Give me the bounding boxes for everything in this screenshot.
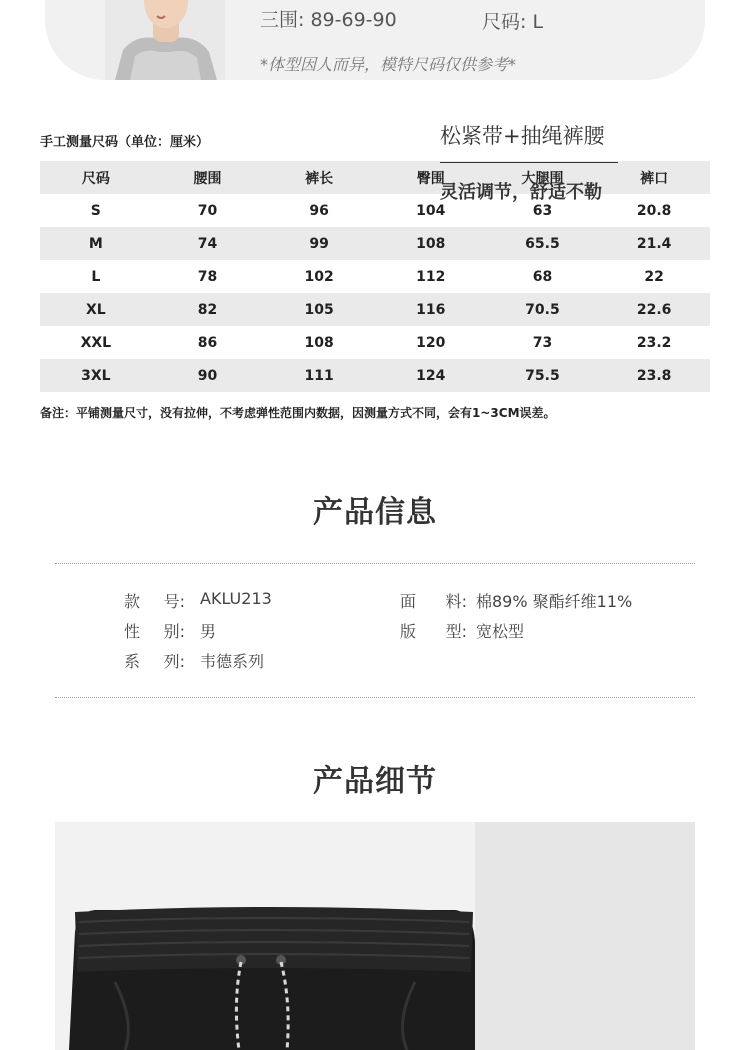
detail-feature: 松紧带+抽绳裤腰 xyxy=(440,124,605,148)
size-table-title: 手工测量尺码（单位：厘米） xyxy=(40,135,210,150)
table-cell: 23.8 xyxy=(598,359,710,392)
table-cell: 108 xyxy=(304,334,334,351)
table-cell: 112 xyxy=(416,268,446,285)
pants-waistband-illustration xyxy=(55,822,475,1050)
table-cell: 120 xyxy=(416,334,446,351)
model-note: *体型因人而异，模特尺码仅供参考* xyxy=(260,55,517,74)
table-cell: 75.5 xyxy=(487,359,599,392)
model-photo xyxy=(105,0,225,80)
size-table-note: 备注：平铺测量尺寸，没有拉伸，不考虑弹性范围内数据，因测量方式不同，会有1~3CM误差。 xyxy=(40,406,556,420)
info-key-series: 系 列: xyxy=(124,652,185,671)
header-cell: 臀围 xyxy=(375,161,487,194)
table-row xyxy=(40,227,710,260)
table-cell: S xyxy=(90,202,101,219)
table-cell: XL xyxy=(40,293,152,326)
info-value-series: 韦德系列 xyxy=(200,652,265,671)
table-cell: 86 xyxy=(197,334,218,351)
table-row xyxy=(40,194,710,227)
table-cell: 65.5 xyxy=(487,227,599,260)
table-header-row xyxy=(40,161,710,194)
table-row xyxy=(40,260,710,293)
table-cell: 96 xyxy=(309,202,329,219)
detail-image xyxy=(55,822,695,1050)
table-cell: 82 xyxy=(152,293,264,326)
info-key-gender: 性 别: xyxy=(124,622,185,641)
info-key-fit: 版 型: xyxy=(400,622,467,641)
model-size: 尺码: L xyxy=(482,11,544,33)
product-detail-title: 产品细节 xyxy=(313,764,437,799)
table-cell: 70 xyxy=(197,202,218,219)
size-table xyxy=(40,161,710,392)
table-cell: 20.8 xyxy=(636,202,672,219)
table-cell: 73 xyxy=(532,334,553,351)
product-info-title: 产品信息 xyxy=(313,495,437,530)
table-cell: 116 xyxy=(375,293,487,326)
table-cell: 78 xyxy=(197,268,218,285)
header-cell: 尺码 xyxy=(40,161,152,194)
table-cell: XXL xyxy=(80,334,112,351)
model-info-card xyxy=(45,0,705,80)
table-cell: 22 xyxy=(644,268,664,285)
detail-side-panel xyxy=(475,822,695,1050)
table-cell: 68 xyxy=(532,268,553,285)
detail-photo xyxy=(55,822,475,1050)
divider xyxy=(55,563,695,564)
table-row xyxy=(40,359,710,392)
header-cell: 裤口 xyxy=(598,161,710,194)
info-value-material: 棉89% 聚酯纤维11% xyxy=(476,592,633,611)
table-cell: 70.5 xyxy=(487,293,599,326)
table-cell: 74 xyxy=(152,227,264,260)
header-cell: 腰围 xyxy=(152,161,264,194)
info-value-style-no: AKLU213 xyxy=(200,589,272,608)
table-cell: 102 xyxy=(304,268,334,285)
table-cell: 105 xyxy=(263,293,375,326)
detail-subtitle: 灵活调节，舒适不勒 xyxy=(440,182,602,203)
table-row xyxy=(40,326,710,359)
info-key-material: 面 料: xyxy=(400,592,467,611)
model-measurements: 三围: 89-69-90 xyxy=(260,9,397,31)
table-row xyxy=(40,293,710,326)
table-cell: 124 xyxy=(375,359,487,392)
table-cell: 111 xyxy=(263,359,375,392)
table-cell: 99 xyxy=(263,227,375,260)
info-key-style-no: 款 号: xyxy=(124,592,185,611)
table-cell: 63 xyxy=(532,202,553,219)
header-cell: 裤长 xyxy=(263,161,375,194)
table-cell: M xyxy=(40,227,152,260)
divider xyxy=(55,697,695,698)
table-cell: 90 xyxy=(152,359,264,392)
info-value-gender: 男 xyxy=(200,622,217,641)
header-cell: 大腿围 xyxy=(487,161,599,194)
table-cell: 104 xyxy=(416,202,446,219)
table-cell: 21.4 xyxy=(598,227,710,260)
table-cell: L xyxy=(91,268,101,285)
table-cell: 22.6 xyxy=(598,293,710,326)
divider xyxy=(440,162,618,163)
info-value-fit: 宽松型 xyxy=(476,622,525,641)
table-cell: 23.2 xyxy=(636,334,672,351)
table-cell: 108 xyxy=(375,227,487,260)
table-cell: 3XL xyxy=(40,359,152,392)
